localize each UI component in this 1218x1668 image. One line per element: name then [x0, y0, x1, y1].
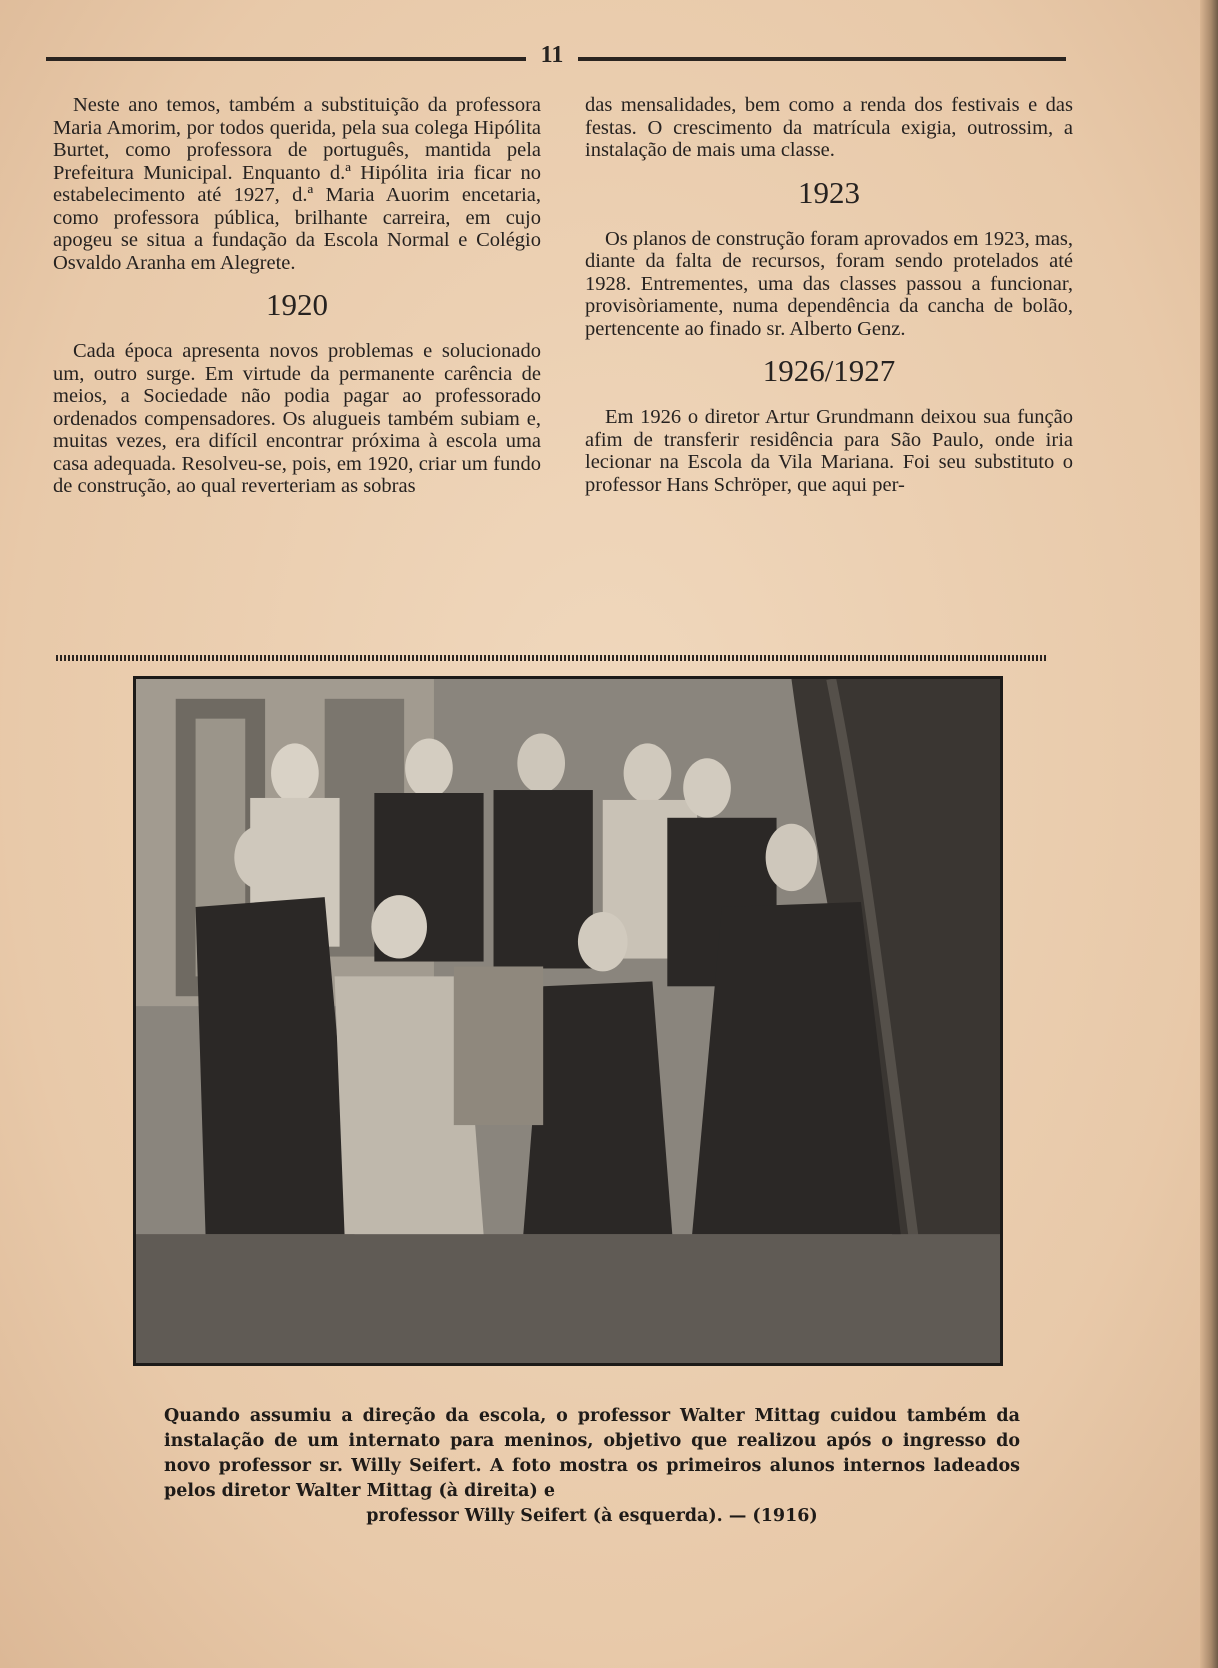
left-column: [53, 94, 541, 508]
section-heading-1926-1927: 1926/1927: [762, 353, 896, 388]
page-header: [46, 42, 1066, 72]
paragraph-1923: Os planos de construção foram aprovados em 1923, mas, diante da falta de recursos, foram sendo protelados até 1928. Entrementes, uma das classes passou a funcionar, provisòriamente, numa dependência da cancha de bolão, pertencente ao finado sr. Alberto Genz.: [585, 227, 1073, 340]
intro-paragraph: Neste ano temos, também a substituição da professora Maria Amorim, por todos querida, pela sua colega Hipólita Burtet, como professora de português, mantida pela Prefeitura Municipal. Enquanto d.ª Hipólita iria ficar no estabelecimento até 1927, d.ª Maria Auorim encetaria, como professora pública, brilhante carreira, em cujo apogeu se situa a fundação da Escola Normal e Colégio Osvaldo Aranha em Alegrete.: [53, 94, 541, 274]
section-heading-1923: 1923: [798, 174, 860, 210]
photo-caption-main: Quando assumiu a direção da escola, o professor Walter Mittag cuidou também da instalação de um internato para meninos, objetivo que realizou após o ingresso do novo professor sr. Willy Seifert. A foto mostra os primeiros alunos internos ladeados pelos diretor Walter Mittag (à direita) e: [164, 1406, 1020, 1501]
section-divider: [56, 655, 1048, 661]
page-edge: [1200, 0, 1218, 1668]
header-rule-right: [578, 57, 1066, 61]
paragraph-1926: Em 1926 o diretor Artur Grundmann deixou sua função afim de transferir residência para São Paulo, onde iria lecionar na Escola da Vila Mariana. Foi seu substituto o professor Hans Schröper, que aqui per-: [585, 406, 1073, 496]
group-photo: [133, 676, 1003, 1366]
group-photo-illustration: [136, 679, 1000, 1363]
paragraph-1920: Cada época apresenta novos problemas e solucionado um, outro surge. Em virtude da permanente carência de meios, a Sociedade não podia pagar ao professorado ordenados compensadores. Os alugueis também subiam e, muitas vezes, era difícil encontrar próxima à escola uma casa adequada. Resolveu-se, pois, em 1920, criar um fundo de construção, ao qual reverteriam as sobras: [53, 340, 541, 497]
page-number: 11: [540, 42, 564, 68]
header-rule-left: [46, 57, 526, 61]
right-column: [585, 94, 1073, 506]
photo-caption-last-line: professor Willy Seifert (à esquerda). — (1916): [366, 1506, 818, 1526]
section-heading-1920: 1920: [266, 287, 328, 322]
continuation-paragraph: das mensalidades, bem como a renda dos festivais e das festas. O crescimento da matrícula exigia, outrossim, a instalação de mais uma classe.: [585, 94, 1073, 161]
photo-caption: [164, 1404, 1020, 1529]
